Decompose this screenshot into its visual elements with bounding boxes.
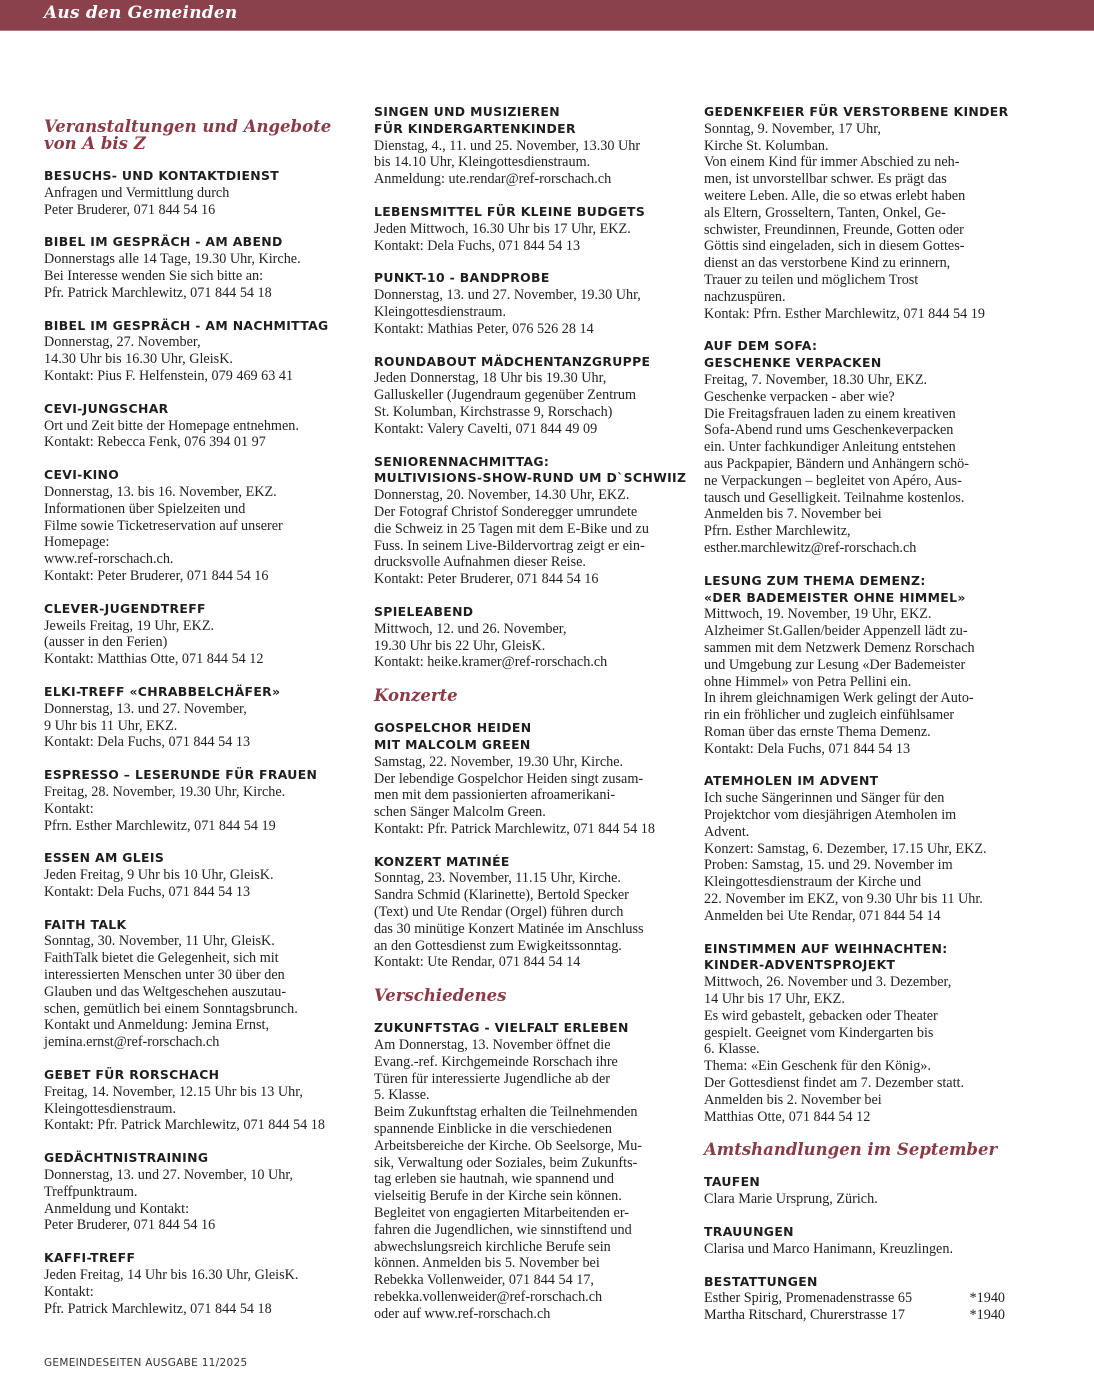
entry-body: Jeweils Freitag, 19 Uhr, EKZ. (ausser in den Ferien) Kontakt: Matthias Otte, 071 844 54 12: [44, 617, 264, 668]
entry-title: KAFFI-TREFF: [44, 1250, 136, 1266]
entry-title: BESUCHS- UND KONTAKTDIENST: [44, 168, 280, 183]
entry-title: AUF DEM SOFA: GESCHENKE VERPACKEN: [704, 338, 882, 371]
entry-title: ROUNDABOUT MÄDCHENTANZGRUPPE: [374, 353, 651, 369]
entry-body: Am Donnerstag, 13. November öffnet die Evang.-ref. Kirchgemeinde Rorschach ihre Türen für interessierte Jugendliche ab der 5. Klasse. Beim Zukunftstag erhalten die Teilnehmenden spannende Einblicke in die verschiedenen Arbeitsbereiche der Kirche. Ob Seelsorge, Mu- sik, Verwaltung oder Soziales, beim Zukunfts- tag erleben sie hautnah, wie spannend und vielseitig Berufe in der Kirche sein können. Begleitet von engagierten Mitarbeitenden er- fahren die Jugendlichen, wie sinnstiftend und abwechslungsreich kirchliche Berufe sein können. Anmelden bis 5. November bei Rebekka Vollenweider, 071 844 54 17, rebekka.vollenweider@ref-rorschach.ch oder auf www.ref-rorschach.ch: [374, 1037, 643, 1322]
entry-body: Samstag, 22. November, 19.30 Uhr, Kirche. Der lebendige Gospelchor Heiden singt zusam- men mit dem passionierten afroamerikani- schen Sänger Malcolm Green. Kontakt: Pfr. Patrick Marchlewitz, 071 844 54 18: [374, 753, 655, 837]
entry-title: CEVI-KINO: [44, 467, 120, 483]
entry-title: GEBET FÜR RORSCHACH: [44, 1067, 220, 1083]
event-entry: [374, 720, 694, 838]
entry-body: Freitag, 7. November, 18.30 Uhr, EKZ. Geschenke verpacken - aber wie? Die Freitagsfrauen laden zu einem kreativen Sofa-Abend rund ums Geschenkeverpacken ein. Unter fachkundiger Anleitung entstehen aus Packpapier, Bändern und Anhängern schö- ne Verpackungen – begleitet von Apéro, Aus- tausch und Geselligkeit. Teilnahme kostenlos. Anmelden bis 7. November bei Pfrn. Esther Marchlewitz, esther.marchlewitz@ref-rorschach.ch: [704, 371, 969, 556]
entry-body: Ich suche Sängerinnen und Sänger für den Projektchor vom diesjährigen Atemholen im Advent. Konzert: Samstag, 6. Dezember, 17.15 Uhr, EKZ. Proben: Samstag, 15. und 29. November im Kleingottesdienstraum der Kirche und 22. November im EKZ, von 9.30 Uhr bis 11 Uhr. Anmelden bei Ute Rendar, 071 844 54 14: [704, 790, 987, 924]
verschiedenes-list: [374, 1020, 694, 1322]
entry-body: Ort und Zeit bitte der Homepage entnehmen. Kontakt: Rebecca Fenk, 076 394 01 97: [44, 417, 299, 451]
entry-title: BIBEL IM GESPRÄCH - AM ABEND: [44, 234, 283, 250]
event-entry: [374, 854, 694, 972]
event-entry: [374, 354, 694, 438]
event-entry: [374, 1020, 694, 1322]
entry-body: Sonntag, 30. November, 11 Uhr, GleisK. FaithTalk bietet die Gelegenheit, sich mit interessierten Menschen unter 30 über den Glauben und das Weltgeschehen auszutau- schen, gemütlich bei einem Sonntagsbrunch. Kontakt und Anmeldung: Jemina Ernst, jemina.ernst@ref-rorschach.ch: [44, 933, 298, 1051]
entry-body: Freitag, 14. November, 12.15 Uhr bis 13 Uhr, Kleingottesdienstraum. Kontakt: Pfr. Patrick Marchlewitz, 071 844 54 18: [44, 1083, 325, 1134]
entry-title: SPIELEABEND: [374, 603, 474, 619]
entry-title: CEVI-JUNGSCHAR: [44, 400, 169, 416]
event-entry: [44, 401, 364, 451]
entry-title: FAITH TALK: [44, 916, 127, 932]
entry-body: Jeden Freitag, 9 Uhr bis 10 Uhr, GleisK. Kontakt: Dela Fuchs, 071 844 54 13: [44, 867, 274, 900]
entry-body: Mittwoch, 19. November, 19 Uhr, EKZ. Alzheimer St.Gallen/beider Appenzell lädt zu- sammen mit dem Netzwerk Demenz Rorschach und Umgebung zur Lesung «Der Bademeister ohne Himmel» von Petra Pellini ein. In ihrem gleichnamigen Werk gelingt der Auto- rin ein fröhlicher und zugleich einfühlsamer Roman über das ernste Thema Demenz. Kontakt: Dela Fuchs, 071 844 54 13: [704, 606, 975, 757]
entry-title: SINGEN UND MUSIZIEREN FÜR KINDERGARTENKINDER: [374, 104, 576, 136]
entry-title: EINSTIMMEN AUF WEIHNACHTEN: KINDER-ADVENTSPROJEKT: [704, 940, 948, 973]
header-bar: [0, 0, 1094, 31]
entry-body: Donnerstag, 20. November, 14.30 Uhr, EKZ. Der Fotograf Christof Sonderegger umrundete die Schweiz in 25 Tagen mit dem E-Bike und zu Fuss. In seinem Live-Bildervortrag zeigt er ein- drucksvolle Aufnahmen dieser Reise. Kontakt: Peter Bruderer, 071 844 54 16: [374, 487, 649, 588]
entries-list: [374, 104, 694, 671]
entry-title: KONZERT MATINÉE: [374, 853, 510, 869]
entry-body: Donnerstag, 13. und 27. November, 9 Uhr bis 11 Uhr, EKZ. Kontakt: Dela Fuchs, 071 844 54 13: [44, 700, 251, 751]
entry-trauungen: [704, 1224, 1024, 1258]
event-entry: [44, 767, 364, 834]
event-entry: [44, 467, 364, 585]
entry-body: Donnerstag, 13. und 27. November, 10 Uhr, Treffpunktraum. Anmeldung und Kontakt: Peter Bruderer, 071 844 54 16: [44, 1167, 294, 1234]
entry-body: Jeden Donnerstag, 18 Uhr bis 19.30 Uhr, Galluskeller (Jugendraum gegenüber Zentrum St. Kolumban, Kirchstrasse 9, Rorschach) Kontakt: Valery Cavelti, 071 844 49 09: [374, 370, 636, 437]
event-entry: [44, 684, 364, 751]
burial-row: [704, 1307, 1005, 1324]
entry-taufen: [704, 1174, 1024, 1208]
event-entry: [374, 204, 694, 254]
event-entry: [44, 601, 364, 668]
event-entry: [44, 234, 364, 301]
entry-body: Jeden Freitag, 14 Uhr bis 16.30 Uhr, GleisK. Kontakt: Pfr. Patrick Marchlewitz, 071 844 54 18: [44, 1267, 299, 1317]
entry-title: TAUFEN: [704, 1174, 761, 1190]
entry-title: TRAUUNGEN: [704, 1224, 794, 1240]
entry-title: ELKI-TREFF «CHRABBELCHÄFER»: [44, 683, 281, 699]
event-entry: [44, 1150, 364, 1234]
entry-bestattungen: [704, 1274, 1024, 1324]
entry-title: ZUKUNFTSTAG - VIELFALT ERLEBEN: [374, 1020, 629, 1036]
entry-body: Sonntag, 23. November, 11.15 Uhr, Kirche. Sandra Schmid (Klarinette), Bertold Specker (Text) und Ute Rendar (Orgel) führen durch das 30 minütige Konzert Matinée im Anschluss an den Gottesdienst zum Ewigkeitssonntag. Kontakt: Ute Rendar, 071 844 54 14: [374, 870, 644, 971]
entries-list: [44, 168, 364, 1317]
entry-title: PUNKT-10 - BANDPROBE: [374, 270, 550, 286]
burial-year: *1940: [969, 1290, 1005, 1307]
entry-body: Mittwoch, 12. und 26. November, 19.30 Uhr bis 22 Uhr, GleisK. Kontakt: heike.kramer@ref-rorschach.ch: [374, 620, 608, 671]
entry-body: Jeden Mittwoch, 16.30 Uhr bis 17 Uhr, EKZ. Kontakt: Dela Fuchs, 071 844 54 13: [374, 220, 631, 254]
event-entry: [44, 917, 364, 1051]
entry-body: Mittwoch, 26. November und 3. Dezember, 14 Uhr bis 17 Uhr, EKZ. Es wird gebastelt, gebacken oder Theater gespielt. Geeignet vom Kindergarten bis 6. Klasse. Thema: «Ein Geschenk für den König». Der Gottesdienst findet am 7. Dezember statt. Anmelden bis 2. November bei Matthias Otte, 071 844 54 12: [704, 974, 965, 1125]
entry-body: Donnerstag, 27. November, 14.30 Uhr bis 16.30 Uhr, GleisK. Kontakt: Pius F. Helfenstein, 079 469 63 41: [44, 334, 294, 384]
entry-title: CLEVER-JUGENDTREFF: [44, 600, 206, 616]
column-3: [704, 104, 1024, 1340]
column-1: [44, 118, 364, 1333]
entry-body: Donnerstag, 13. und 27. November, 19.30 Uhr, Kleingottesdienstraum. Kontakt: Mathias Peter, 076 526 28 14: [374, 287, 641, 337]
konzerte-list: [374, 720, 694, 971]
burial-name: Martha Ritschard, Churerstrasse 17: [704, 1307, 905, 1324]
burial-year: *1940: [969, 1307, 1005, 1324]
entry-title: ATEMHOLEN IM ADVENT: [704, 773, 879, 789]
event-entry: [44, 1250, 364, 1317]
burial-row: [704, 1290, 1005, 1307]
event-entry: [704, 941, 1024, 1126]
footer-issue: GEMEINDESEITEN AUSGABE 11/2025: [44, 1357, 248, 1369]
column-2: [374, 104, 694, 1339]
event-entry: [704, 773, 1024, 924]
event-entry: [44, 850, 364, 900]
entry-body: Clarisa und Marco Hanimann, Kreuzlingen.: [704, 1240, 953, 1257]
section-title-veranstaltungen: Veranstaltungen und Angebote von A bis Z: [44, 117, 332, 153]
entry-title: GEDÄCHTNISTRAINING: [44, 1150, 209, 1166]
event-entry: [704, 573, 1024, 758]
entry-title: SENIORENNACHMITTAG: MULTIVISIONS-SHOW-RUND UM D`SCHWIIZ: [374, 453, 687, 486]
entry-title: BIBEL IM GESPRÄCH - AM NACHMITTAG: [44, 317, 329, 333]
event-entry: [704, 338, 1024, 556]
burial-name: Esther Spirig, Promenadenstrasse 65: [704, 1290, 913, 1307]
event-entry: [374, 104, 694, 188]
entry-title: LEBENSMITTEL FÜR KLEINE BUDGETS: [374, 203, 646, 219]
event-entry: [374, 454, 694, 588]
section-title-konzerte: Konzerte: [374, 686, 458, 706]
event-entry: [704, 104, 1024, 322]
entry-body: Clara Marie Ursprung, Zürich.: [704, 1191, 878, 1208]
event-entry: [44, 168, 364, 218]
entry-title: GOSPELCHOR HEIDEN MIT MALCOLM GREEN: [374, 720, 532, 752]
section-title-verschiedenes: Verschiedenes: [374, 986, 507, 1006]
entry-title: GEDENKFEIER FÜR VERSTORBENE KINDER: [704, 104, 1009, 119]
header-title: Aus den Gemeinden: [44, 3, 238, 23]
entry-title: LESUNG ZUM THEMA DEMENZ: «DER BADEMEISTER OHNE HIMMEL»: [704, 572, 966, 605]
event-entry: [374, 270, 694, 337]
entry-body: Donnerstags alle 14 Tage, 19.30 Uhr, Kirche. Bei Interesse wenden Sie sich bitte an: Pfr. Patrick Marchlewitz, 071 844 54 18: [44, 251, 301, 301]
entry-body: Freitag, 28. November, 19.30 Uhr, Kirche. Kontakt: Pfrn. Esther Marchlewitz, 071 844 54 19: [44, 783, 286, 834]
entry-body: Anfragen und Vermittlung durch Peter Bruderer, 071 844 54 16: [44, 184, 230, 218]
entry-body: Sonntag, 9. November, 17 Uhr, Kirche St. Kolumban. Von einem Kind für immer Abschied zu neh- men, ist unvorstellbar schwer. Es prägt das weitere Leben. Alle, die so etwas erlebt haben als Eltern, Grosseltern, Tanten, Onkel, Ge- schwister, Freundinnen, Freunde, Gotten oder Göttis sind eingeladen, sich in diesem Gottes- dienst an das verstorbene Kind zu erinnern, Trauer zu teilen und möglichem Trost nachzuspüren. Kontak: Pfrn. Esther Marchlewitz, 071 844 54 19: [704, 120, 985, 322]
entries-list: [704, 104, 1024, 1125]
entry-title: ESPRESSO – LESERUNDE FÜR FRAUEN: [44, 767, 318, 783]
entry-body: Dienstag, 4., 11. und 25. November, 13.30 Uhr bis 14.10 Uhr, Kleingottesdienstraum. Anmeldung: ute.rendar@ref-rorschach.ch: [374, 137, 641, 188]
event-entry: [44, 318, 364, 385]
entry-body: Donnerstag, 13. bis 16. November, EKZ. Informationen über Spielzeiten und Filme sowie Ticketreservation auf unserer Homepage: www.ref-rorschach.ch. Kontakt: Peter Bruderer, 071 844 54 16: [44, 483, 283, 584]
entry-title: BESTATTUNGEN: [704, 1273, 818, 1289]
entry-title: ESSEN AM GLEIS: [44, 850, 165, 866]
section-title-amtshandlungen: Amtshandlungen im September: [704, 1140, 998, 1160]
event-entry: [44, 1067, 364, 1134]
event-entry: [374, 604, 694, 671]
